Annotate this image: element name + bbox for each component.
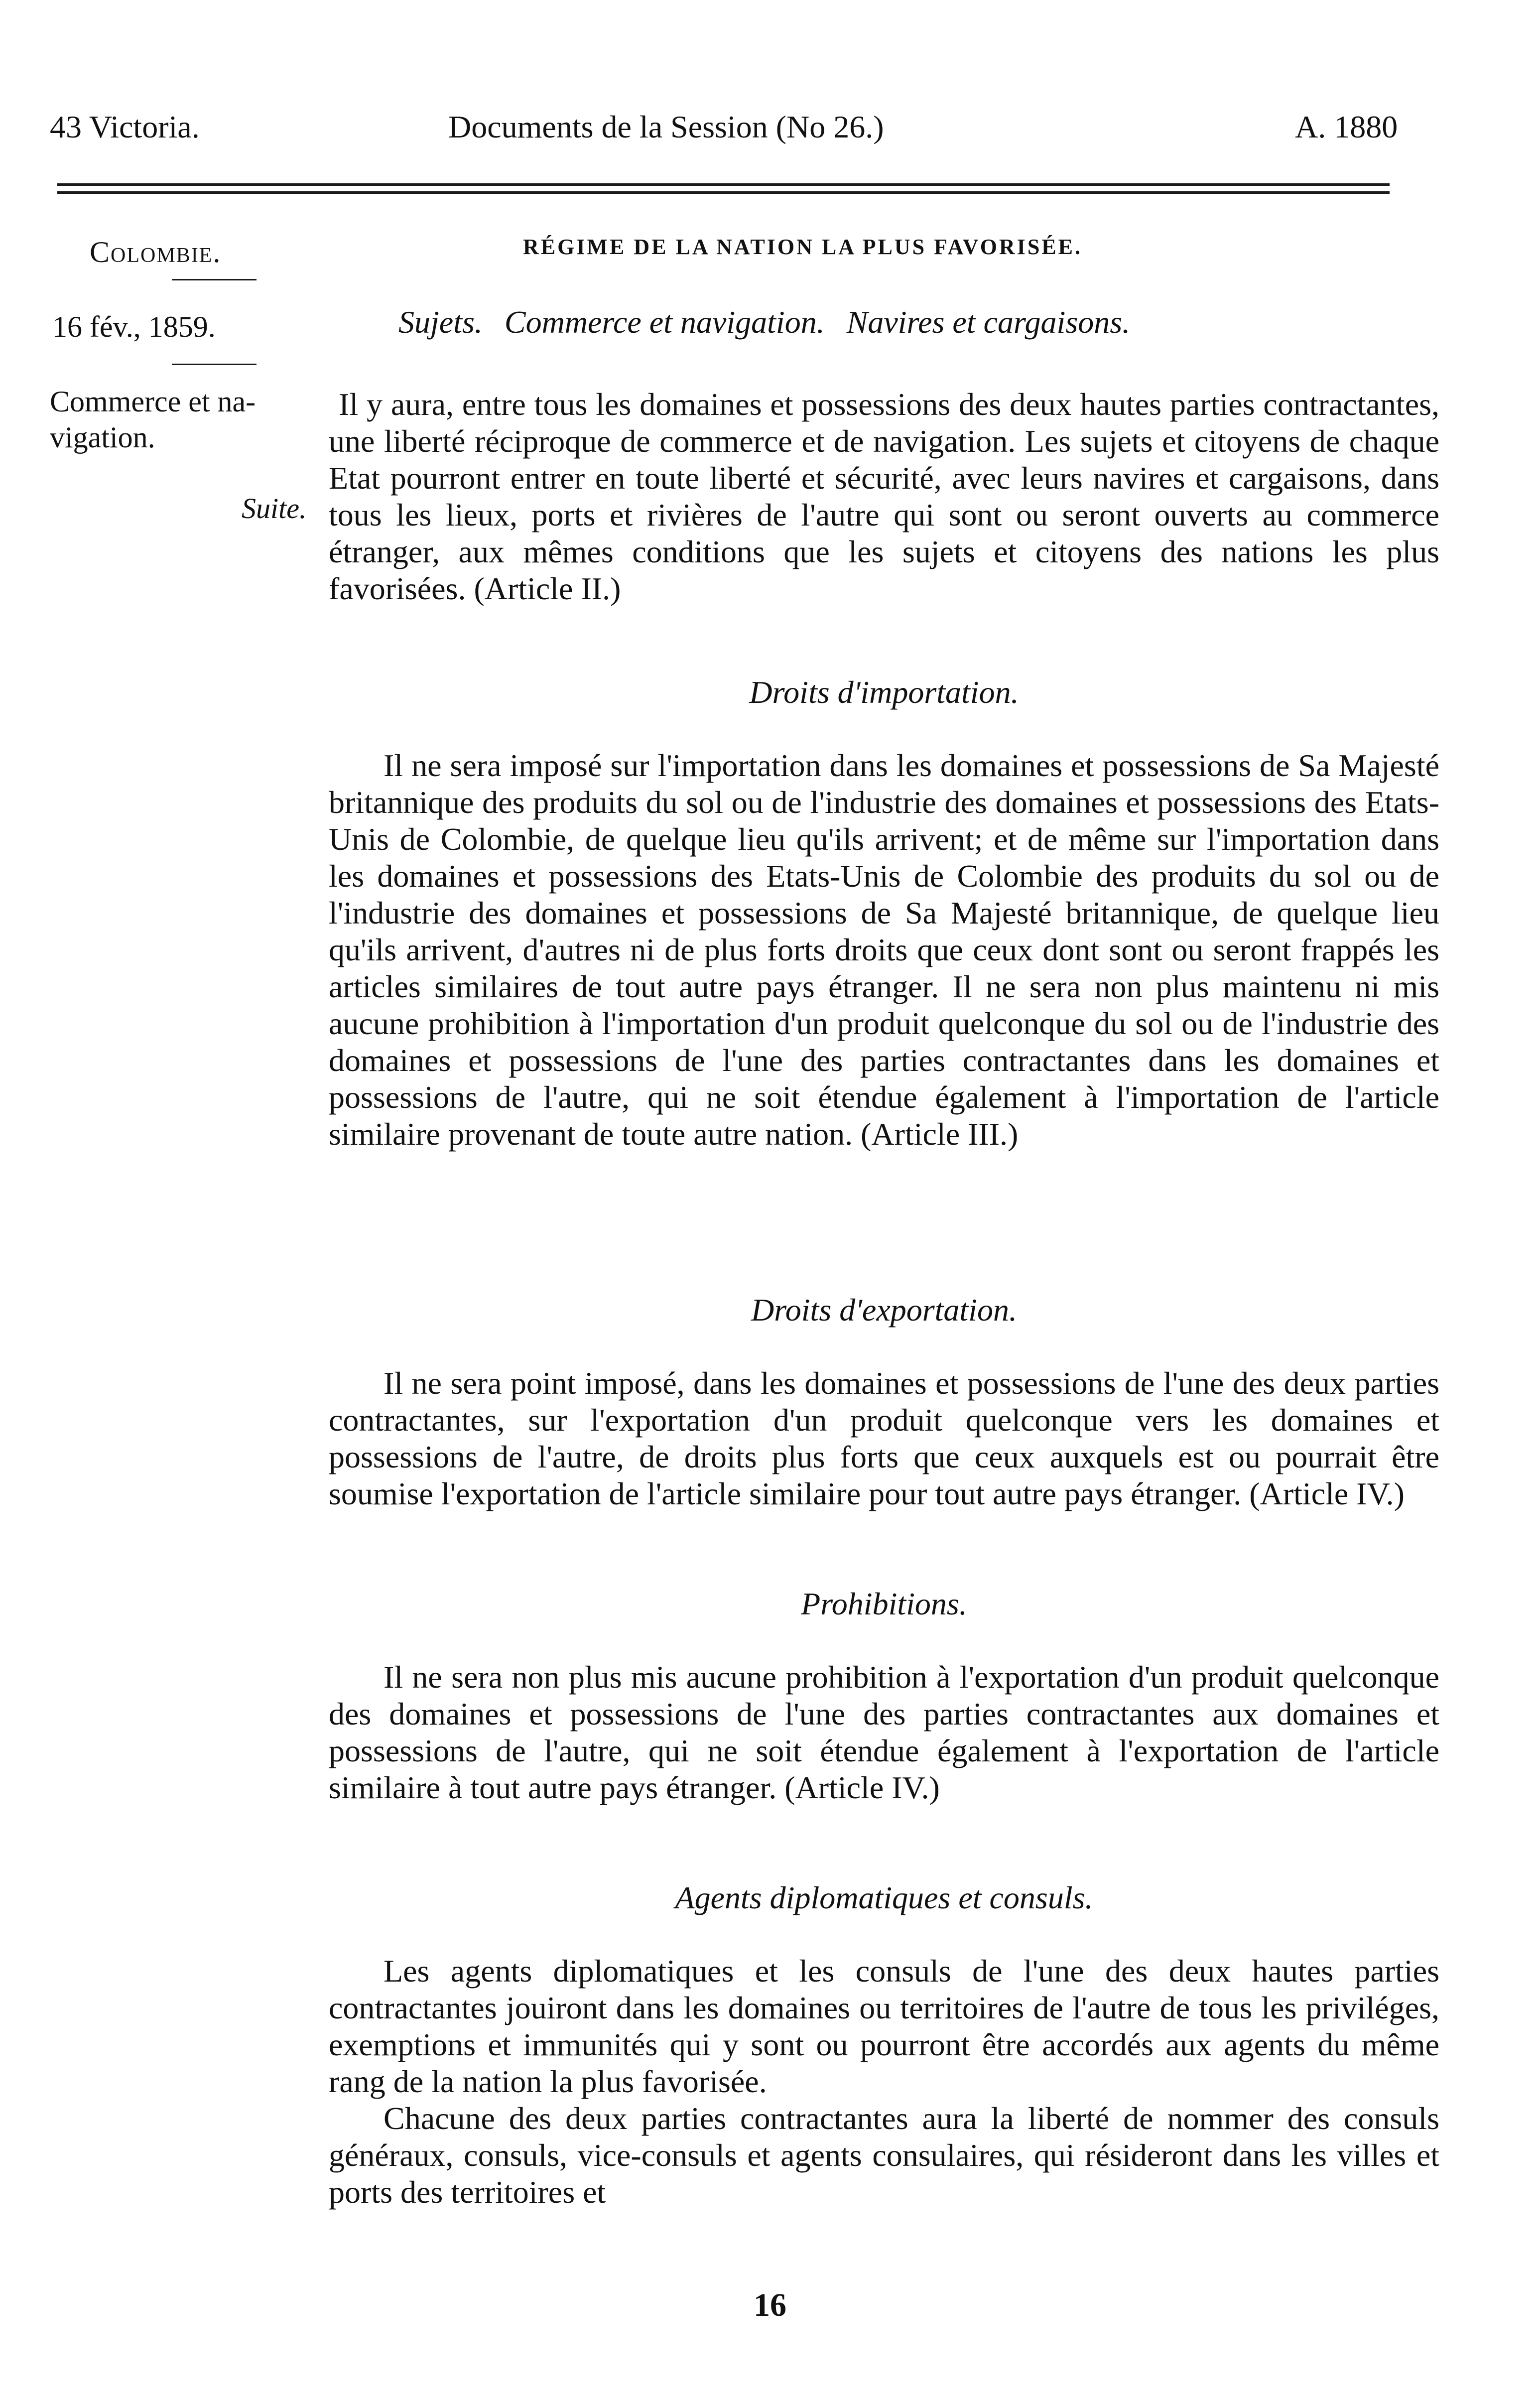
subtitle-subjects: Sujets. bbox=[398, 304, 483, 340]
paragraph-export-duties: Il ne sera point imposé, dans les domaines et possessions de l'une des deux parties contractantes, sur l'exportation d'un produit quelconque vers les domaines et possessions de l'autre, de droits plus forts que ceux auxquels est ou pourrait être soumise l'exportation de l'article similaire pour tout autre pays étranger. (Article IV.) bbox=[329, 1365, 1439, 1511]
section-title: RÉGIME DE LA NATION LA PLUS FAVORISÉE. bbox=[523, 235, 1082, 259]
margin-divider bbox=[172, 364, 257, 365]
running-header-left: 43 Victoria. bbox=[50, 109, 200, 144]
paragraph-navigation: Il y aura, entre tous les domaines et possessions des deux hautes parties contractantes, une liberté réciproque de commerce et de navigation. Les sujets et citoyens de chaque Etat pourront entrer en toute liberté et sécurité, avec leurs navires et cargaisons, dans tous les lieux, ports et rivières de l'autre qui sont ou seront ouverts au commerce étranger, aux mêmes conditions que les sujets et citoyens des nations les plus favorisées. (Article II.) bbox=[329, 387, 1439, 606]
header-rule-bottom bbox=[57, 191, 1390, 194]
heading-import-duties: Droits d'importation. bbox=[749, 674, 1019, 710]
paragraph-consuls: Chacune des deux parties contractantes aura la liberté de nommer des consuls généraux, consuls, vice-consuls et agents consulaires, qui résideront dans les villes et ports des territoires et bbox=[329, 2101, 1439, 2210]
paragraph-prohibitions: Il ne sera non plus mis aucune prohibition à l'exportation d'un produit quelconque des domaines et possessions de l'une des parties contractantes aux domaines et possessions de l'autre, qui ne soit étendue également à l'exportation de l'article similaire à tout autre pays étranger. (Article IV.) bbox=[329, 1659, 1439, 1805]
section-subtitle bbox=[398, 304, 1144, 341]
margin-suite: Suite. bbox=[242, 492, 307, 525]
heading-export-duties: Droits d'exportation. bbox=[751, 1292, 1017, 1328]
page-number: 16 bbox=[754, 2287, 786, 2323]
header-rule-top bbox=[57, 183, 1390, 186]
paragraph-import-duties: Il ne sera imposé sur l'importation dans les domaines et possessions de Sa Majesté britannique des produits du sol ou de l'industrie des domaines et possessions des Etats-Unis de Colombie, de quelque lieu qu'ils arrivent; et de même sur l'importation dans les domaines et possessions des Etats-Unis de Colombie des produits du sol ou de l'industrie des domaines et possessions de Sa Majesté britannique, de quelque lieu qu'ils arrivent, d'autres ni de plus forts droits que ceux dont sont ou seront frappés les articles similaires de tout autre pays étranger. Il ne sera non plus maintenu ni mis aucune prohibition à l'importation d'un produit quelconque du sol ou de l'industrie des domaines et possessions de l'une des parties contractantes dans les domaines et possessions de l'autre, qui ne soit étendue également à l'importation de l'article similaire provenant de toute autre nation. (Article III.) bbox=[329, 748, 1439, 1152]
margin-divider bbox=[172, 279, 257, 280]
heading-diplomatic-agents: Agents diplomatiques et consuls. bbox=[675, 1880, 1093, 1915]
subtitle-commerce: Commerce et navigation. bbox=[504, 304, 825, 340]
running-header-year: A. 1880 bbox=[1295, 109, 1398, 144]
running-header-title: Documents de la Session (No 26.) bbox=[448, 109, 884, 144]
heading-prohibitions: Prohibitions. bbox=[801, 1586, 967, 1621]
subtitle-ships: Navires et cargaisons. bbox=[846, 304, 1131, 340]
paragraph-diplomatic-agents: Les agents diplomatiques et les consuls de l'une des deux hautes parties contractantes jouiront dans les domaines ou territoires de l'autre de tous les priviléges, exemptions et immunités qui y sont ou pourront être accordés aux agents du même rang de la nation la plus favorisée. bbox=[329, 1953, 1439, 2099]
margin-country: Colombie. bbox=[90, 236, 222, 268]
margin-date: 16 fév., 1859. bbox=[52, 310, 216, 343]
margin-topic: Commerce et na- vigation. bbox=[50, 385, 256, 454]
